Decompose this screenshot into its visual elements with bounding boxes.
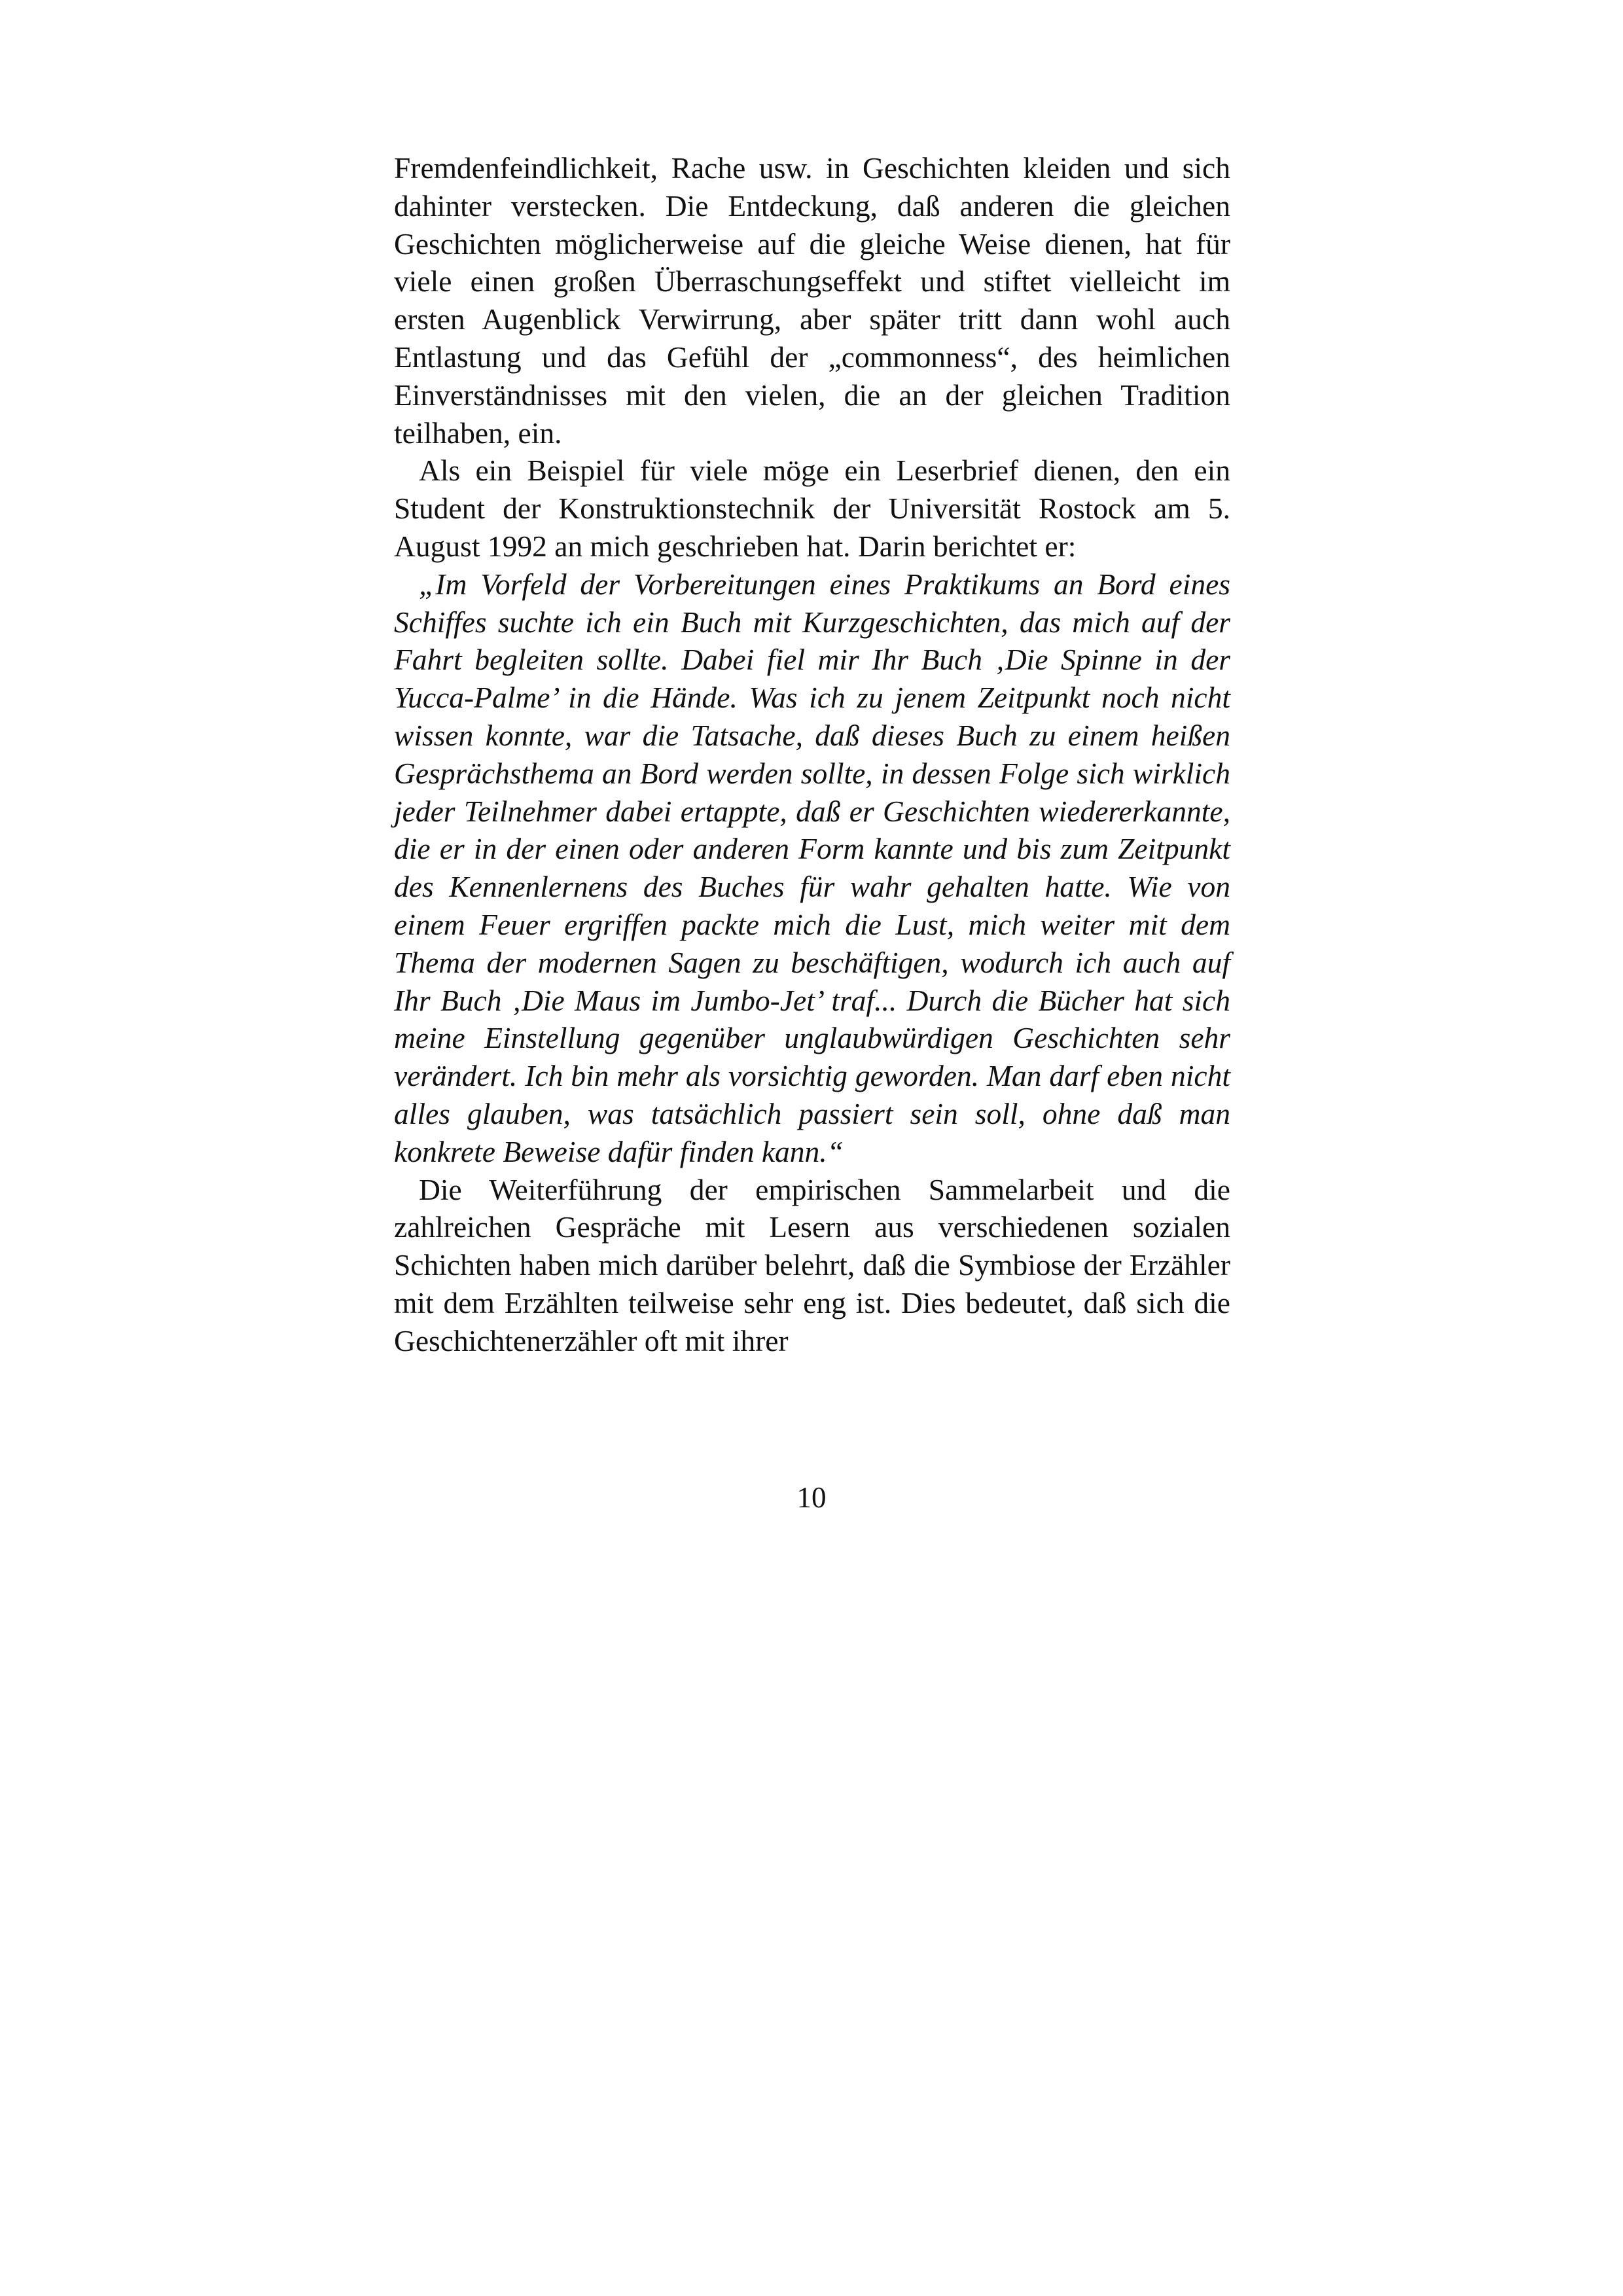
paragraph-symbiosis: Die Weiterführung der empirischen Sammelarbeit und die zahlreichen Gespräche mit Lesern aus verschiedenen sozialen Schichten haben mich darüber belehrt, daß die Symbiose der Erzähler mit dem Erzählten teilweise sehr eng ist. Dies bedeutet, daß sich die Geschichtenerzähler oft mit ihrer [394, 1172, 1230, 1357]
paragraph-continuation: Fremdenfeindlichkeit, Rache usw. in Geschichten kleiden und sich dahinter verstecken. Die Entdeckung, daß anderen die gleichen Geschichten möglicherweise auf die gleiche Weise dienen, hat für viele einen großen Überraschungseffekt und stiftet vielleicht im ersten Augenblick Verwirrung, aber später tritt dann wohl auch Entlastung und das Gefühl der „commonness“, des heimlichen Einverständnisses mit den vielen, die an der gleichen Tradition teilhaben, ein. [394, 151, 1230, 450]
page-number: 10 [796, 1481, 827, 1514]
paragraph-quoted-letter: „Im Vorfeld der Vorbereitungen eines Praktikums an Bord eines Schiffes suchte ich ein Buch mit Kurzgeschichten, das mich auf der Fahrt begleiten sollte. Dabei fiel mir Ihr Buch ‚Die Spinne in der Yucca-Palme’ in die Hände. Was ich zu jenem Zeitpunkt noch nicht wissen konnte, war die Tatsache, daß dieses Buch zu einem heißen Gesprächsthema an Bord werden sollte, in dessen Folge sich wirklich jeder Teilnehmer dabei ertappte, daß er Geschichten wiedererkannte, die er in der einen oder anderen Form kannte und bis zum Zeitpunkt des Kennenlernens des Buches für wahr gehalten hatte. Wie von einem Feuer ergriffen packte mich die Lust, mich weiter mit dem Thema der modernen Sagen zu beschäftigen, wodurch ich auch auf Ihr Buch ‚Die Maus im Jumbo-Jet’ traf... Durch die Bücher hat sich meine Einstellung gegenüber unglaubwürdigen Geschichten sehr verändert. Ich bin mehr als vorsichtig geworden. Man darf eben nicht alles glauben, was tatsächlich passiert sein soll, ohne daß man konkrete Beweise dafür finden kann.“ [394, 567, 1230, 1168]
body-text [394, 149, 1230, 1360]
paragraph-letter-intro: Als ein Beispiel für viele möge ein Leserbrief dienen, den ein Student der Konstruktionstechnik der Universität Rostock am 5. August 1992 an mich geschrieben hat. Darin berichtet er: [394, 454, 1230, 563]
